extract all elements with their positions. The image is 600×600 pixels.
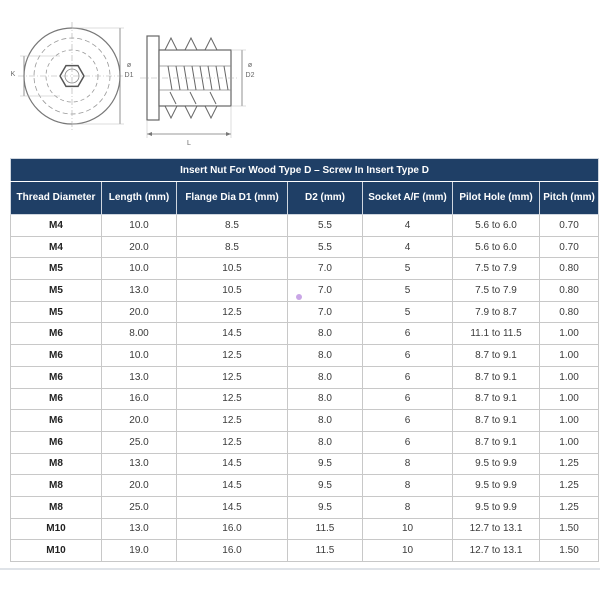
table-cell: 9.5	[288, 496, 363, 518]
table-cell: 0.80	[540, 280, 599, 302]
thread-diameter-cell: M6	[11, 345, 102, 367]
thread-diameter-cell: M5	[11, 258, 102, 280]
table-row	[11, 475, 599, 497]
table-row	[11, 366, 599, 388]
dimension-label-l: L	[187, 140, 191, 147]
table-cell: 7.5 to 7.9	[453, 280, 540, 302]
table-cell: 8.7 to 9.1	[453, 410, 540, 432]
table-cell: 20.0	[102, 301, 177, 323]
table-cell: 5.6 to 6.0	[453, 215, 540, 237]
table-cell: 1.00	[540, 431, 599, 453]
thread-diameter-cell: M8	[11, 453, 102, 475]
table-cell: 10.0	[102, 258, 177, 280]
table-cell: 10	[363, 518, 453, 540]
table-cell: 9.5	[288, 475, 363, 497]
column-header: D2 (mm)	[288, 182, 363, 215]
table-cell: 5.5	[288, 236, 363, 258]
thread-diameter-cell: M4	[11, 215, 102, 237]
table-cell: 8.7 to 9.1	[453, 366, 540, 388]
thread-diameter-cell: M6	[11, 431, 102, 453]
table-cell: 1.50	[540, 518, 599, 540]
table-cell: 8.0	[288, 410, 363, 432]
table-cell: 16.0	[177, 540, 288, 562]
thread-diameter-cell: M5	[11, 280, 102, 302]
table-cell: 9.5 to 9.9	[453, 496, 540, 518]
technical-drawing	[0, 0, 600, 158]
column-header: Pilot Hole (mm)	[453, 182, 540, 215]
table-cell: 4	[363, 215, 453, 237]
table-cell: 5.5	[288, 215, 363, 237]
table-row	[11, 431, 599, 453]
table-cell: 25.0	[102, 496, 177, 518]
dimension-symbol-d1: ø	[126, 62, 132, 69]
table-row	[11, 453, 599, 475]
table-header-row	[11, 182, 599, 215]
insert-nut-diagram	[0, 0, 600, 158]
table-cell: 7.9 to 8.7	[453, 301, 540, 323]
column-header: Flange Dia D1 (mm)	[177, 182, 288, 215]
table-cell: 6	[363, 366, 453, 388]
table-cell: 8.0	[288, 388, 363, 410]
thread-diameter-cell: M8	[11, 496, 102, 518]
table-cell: 6	[363, 345, 453, 367]
table-row	[11, 215, 599, 237]
table-cell: 7.5 to 7.9	[453, 258, 540, 280]
table-cell: 11.5	[288, 540, 363, 562]
table-cell: 20.0	[102, 475, 177, 497]
table-cell: 9.5 to 9.9	[453, 475, 540, 497]
column-header: Pitch (mm)	[540, 182, 599, 215]
table-cell: 6	[363, 323, 453, 345]
table-cell: 8.5	[177, 215, 288, 237]
table-cell: 6	[363, 431, 453, 453]
table-cell: 16.0	[102, 388, 177, 410]
table-cell: 8.7 to 9.1	[453, 388, 540, 410]
thread-diameter-cell: M10	[11, 540, 102, 562]
dimension-label-d1: D1	[124, 72, 134, 79]
table-cell: 6	[363, 388, 453, 410]
table-cell: 10.5	[177, 280, 288, 302]
table-row	[11, 410, 599, 432]
dimension-symbol-d2: ø	[247, 62, 253, 69]
spec-table	[10, 158, 599, 562]
dimension-label-d2: D2	[245, 72, 255, 79]
table-cell: 19.0	[102, 540, 177, 562]
thread-diameter-cell: M6	[11, 323, 102, 345]
table-cell: 12.5	[177, 366, 288, 388]
table-cell: 5.6 to 6.0	[453, 236, 540, 258]
table-cell: 5	[363, 301, 453, 323]
dimension-label-k: K	[10, 71, 16, 78]
table-cell: 11.5	[288, 518, 363, 540]
spec-table-container	[10, 158, 598, 562]
table-cell: 10.0	[102, 345, 177, 367]
column-header: Thread Diameter	[11, 182, 102, 215]
table-cell: 13.0	[102, 280, 177, 302]
table-cell: 12.5	[177, 301, 288, 323]
table-cell: 0.80	[540, 301, 599, 323]
table-cell: 7.0	[288, 301, 363, 323]
table-cell: 8.00	[102, 323, 177, 345]
table-cell: 20.0	[102, 410, 177, 432]
table-row	[11, 301, 599, 323]
thread-diameter-cell: M6	[11, 366, 102, 388]
table-cell: 1.00	[540, 366, 599, 388]
thread-diameter-cell: M5	[11, 301, 102, 323]
table-cell: 1.00	[540, 345, 599, 367]
table-cell: 12.5	[177, 431, 288, 453]
table-row	[11, 258, 599, 280]
table-cell: 1.25	[540, 475, 599, 497]
table-cell: 4	[363, 236, 453, 258]
table-title: Insert Nut For Wood Type D – Screw In Insert Type D	[11, 159, 599, 182]
table-cell: 10.0	[102, 215, 177, 237]
table-cell: 0.70	[540, 236, 599, 258]
table-cell: 8	[363, 496, 453, 518]
table-cell: 9.5	[288, 453, 363, 475]
table-cell: 14.5	[177, 323, 288, 345]
table-row	[11, 540, 599, 562]
table-cell: 11.1 to 11.5	[453, 323, 540, 345]
table-cell: 13.0	[102, 518, 177, 540]
table-cell: 8.0	[288, 431, 363, 453]
thread-diameter-cell: M4	[11, 236, 102, 258]
table-cell: 8.0	[288, 345, 363, 367]
table-cell: 8.0	[288, 366, 363, 388]
table-row	[11, 323, 599, 345]
table-cell: 16.0	[177, 518, 288, 540]
table-row	[11, 345, 599, 367]
table-cell: 12.5	[177, 345, 288, 367]
thread-diameter-cell: M6	[11, 388, 102, 410]
table-cell: 13.0	[102, 453, 177, 475]
table-cell: 8	[363, 453, 453, 475]
table-cell: 1.25	[540, 496, 599, 518]
table-row	[11, 280, 599, 302]
table-cell: 9.5 to 9.9	[453, 453, 540, 475]
table-cell: 1.00	[540, 388, 599, 410]
table-cell: 12.5	[177, 410, 288, 432]
table-cell: 8	[363, 475, 453, 497]
table-cell: 14.5	[177, 453, 288, 475]
table-cell: 8.7 to 9.1	[453, 431, 540, 453]
table-cell: 1.00	[540, 323, 599, 345]
table-cell: 14.5	[177, 496, 288, 518]
table-cell: 14.5	[177, 475, 288, 497]
bottom-divider	[0, 568, 600, 570]
table-row	[11, 496, 599, 518]
table-row	[11, 518, 599, 540]
column-header: Length (mm)	[102, 182, 177, 215]
table-cell: 13.0	[102, 366, 177, 388]
table-cell: 8.5	[177, 236, 288, 258]
thread-diameter-cell: M10	[11, 518, 102, 540]
table-cell: 8.0	[288, 323, 363, 345]
column-header: Socket A/F (mm)	[363, 182, 453, 215]
table-row	[11, 388, 599, 410]
table-cell: 20.0	[102, 236, 177, 258]
table-cell: 10.5	[177, 258, 288, 280]
table-cell: 10	[363, 540, 453, 562]
table-cell: 12.5	[177, 388, 288, 410]
table-body	[11, 215, 599, 562]
table-cell: 5	[363, 258, 453, 280]
table-row	[11, 236, 599, 258]
thread-diameter-cell: M6	[11, 410, 102, 432]
table-cell: 12.7 to 13.1	[453, 540, 540, 562]
table-cell: 7.0	[288, 258, 363, 280]
thread-diameter-cell: M8	[11, 475, 102, 497]
table-cell: 8.7 to 9.1	[453, 345, 540, 367]
table-cell: 1.50	[540, 540, 599, 562]
table-cell: 6	[363, 410, 453, 432]
table-cell: 25.0	[102, 431, 177, 453]
cursor-dot	[296, 294, 302, 300]
table-cell: 5	[363, 280, 453, 302]
table-cell: 1.25	[540, 453, 599, 475]
table-cell: 0.80	[540, 258, 599, 280]
table-cell: 0.70	[540, 215, 599, 237]
table-cell: 12.7 to 13.1	[453, 518, 540, 540]
table-cell: 7.0	[288, 280, 363, 302]
table-cell: 1.00	[540, 410, 599, 432]
